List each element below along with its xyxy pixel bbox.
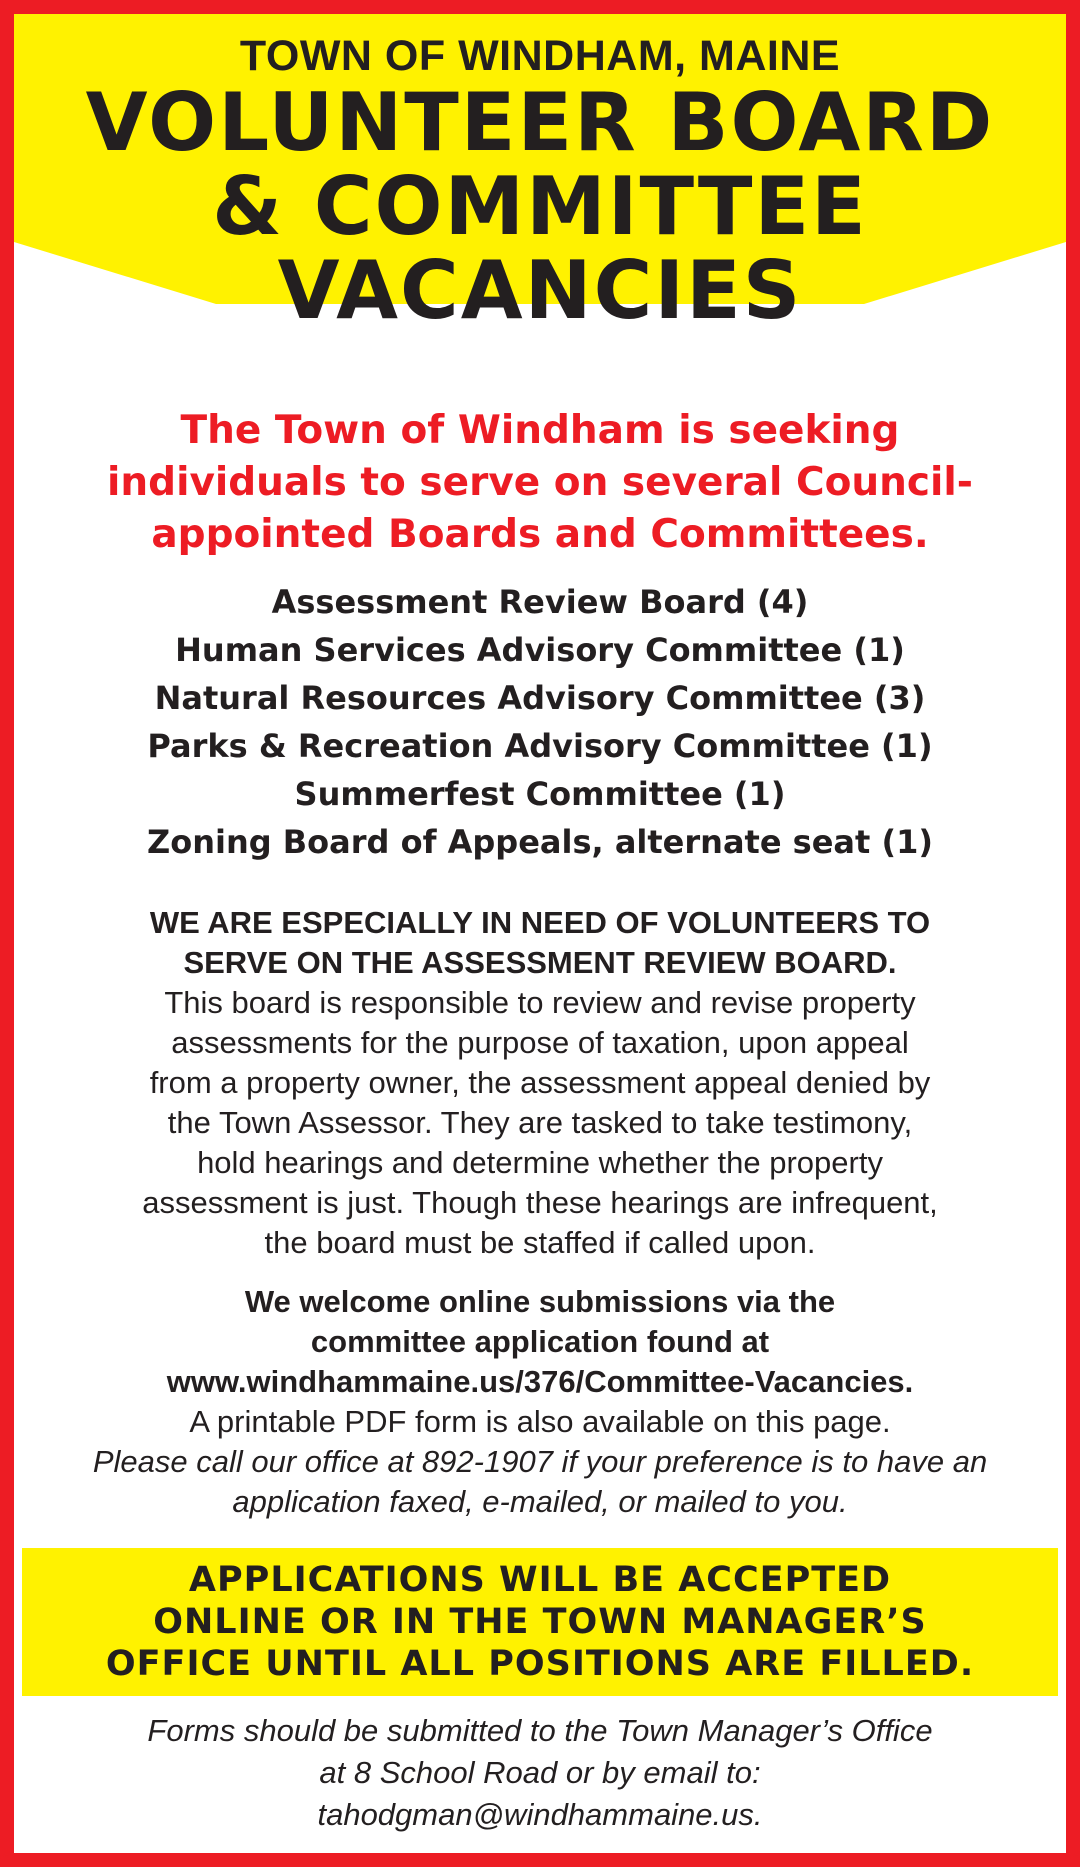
call-line: Please call our office at 892-1907 if your preference is to have an: [92, 1444, 988, 1479]
online-line: committee application found at: [310, 1324, 770, 1359]
submission-instructions: [30, 1710, 1050, 1836]
intro-line: individuals to serve on several Council-: [107, 460, 973, 505]
description-line: from a property owner, the assessment appeal denied by: [149, 1065, 931, 1100]
special-need-heading: [30, 903, 1050, 983]
vacancy-item: Parks & Recreation Advisory Committee (1): [147, 727, 933, 765]
vacancy-item: Assessment Review Board (4): [271, 583, 809, 621]
description-line: This board is responsible to review and revise property: [164, 985, 916, 1020]
applications-line: APPLICATIONS WILL BE ACCEPTED: [188, 1560, 892, 1600]
intro-statement: [40, 405, 1040, 561]
title-line-2: & COMMITTEE: [212, 160, 868, 253]
online-submission-info: [30, 1282, 1050, 1402]
title-line-1: VOLUNTEER BOARD: [85, 76, 995, 169]
description-line: assessments for the purpose of taxation, upon appeal: [171, 1025, 909, 1060]
board-description: [60, 983, 1020, 1263]
town-name: TOWN OF WINDHAM, MAINE: [239, 32, 841, 80]
vacancy-list: [40, 578, 1040, 866]
intro-line: appointed Boards and Committees.: [151, 512, 929, 557]
call-line: application faxed, e-mailed, or mailed to you.: [232, 1484, 848, 1519]
need-line: SERVE ON THE ASSESSMENT REVIEW BOARD.: [183, 945, 897, 980]
online-line: We welcome online submissions via the: [244, 1284, 836, 1319]
contact-email[interactable]: tahodgman@windhammaine.us.: [317, 1797, 763, 1832]
applications-notice-box: [22, 1548, 1058, 1696]
header-banner: [14, 14, 1066, 374]
description-line: the board must be staffed if called upon.: [264, 1225, 816, 1260]
vacancy-item: Human Services Advisory Committee (1): [175, 631, 905, 669]
forms-line: Forms should be submitted to the Town Manager’s Office: [147, 1713, 933, 1748]
intro-line: The Town of Windham is seeking: [180, 408, 900, 453]
description-line: the Town Assessor. They are tasked to take testimony,: [167, 1105, 913, 1140]
vacancy-item: Summerfest Committee (1): [294, 775, 786, 813]
need-line: WE ARE ESPECIALLY IN NEED OF VOLUNTEERS TO: [149, 905, 931, 940]
pdf-form-note: A printable PDF form is also available on this page.: [189, 1404, 891, 1439]
vacancy-item: Zoning Board of Appeals, alternate seat (1): [147, 823, 933, 861]
application-url[interactable]: www.windhammaine.us/376/Committee-Vacancies.: [166, 1364, 914, 1399]
call-office-note: [24, 1442, 1056, 1522]
vacancy-item: Natural Resources Advisory Committee (3): [154, 679, 926, 717]
applications-line: ONLINE OR IN THE TOWN MANAGER’S: [153, 1602, 927, 1642]
forms-line: at 8 School Road or by email to:: [319, 1755, 761, 1790]
applications-line: OFFICE UNTIL ALL POSITIONS ARE FILLED.: [105, 1644, 975, 1684]
title-line-3: VACANCIES: [277, 244, 803, 337]
description-line: assessment is just. Though these hearings are infrequent,: [142, 1185, 938, 1220]
description-line: hold hearings and determine whether the property: [197, 1145, 883, 1180]
